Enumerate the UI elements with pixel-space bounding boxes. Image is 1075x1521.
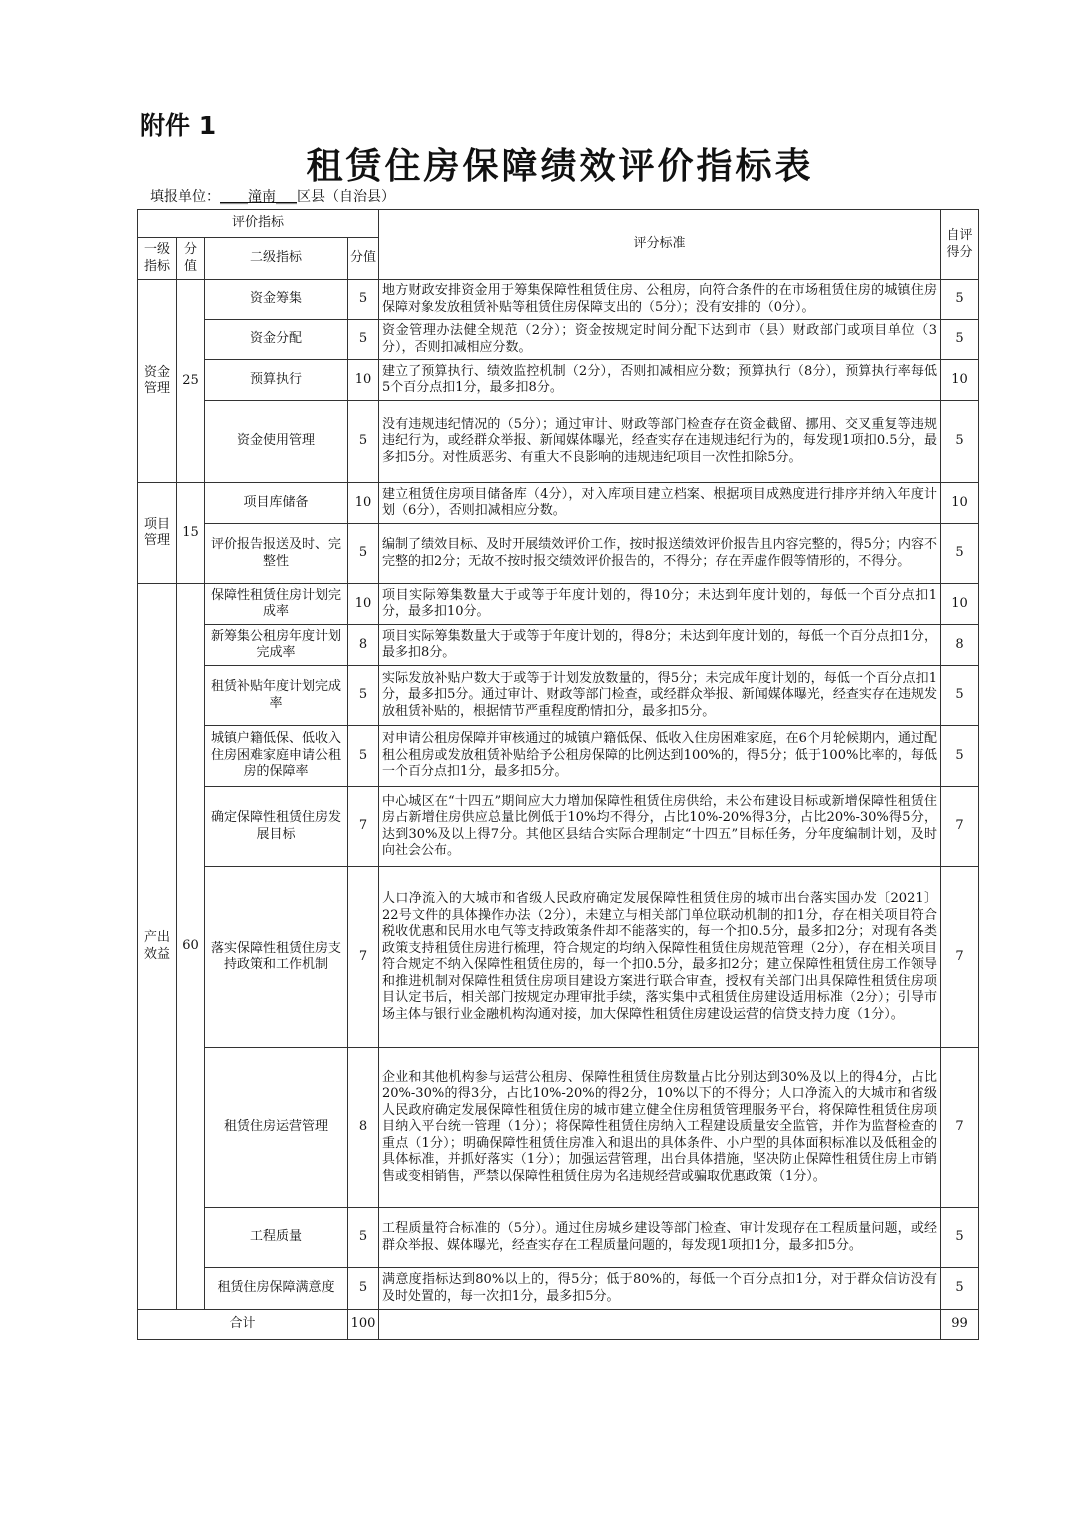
indicator-score: 8 [348,625,379,666]
unit-prefix: 填报单位： [150,189,220,205]
group-name: 项目管理 [138,483,177,584]
indicator-standard: 企业和其他机构参与运营公租房、保障性租赁住房数量占比分别达到30%及以上的得4分，占比20%-30%的得3分，占比10%-20%的得2分，10%以下的不得分；人口净流入的大城市和省级人民政府确定发展保障性租赁住房的城市建立健全住房租赁管理服务平台，将保障性租赁住房项目纳入平台统一管理（1分）；将保障性租赁住房纳入工程建设质量安全监管，并作为监督检查的重点（1分）；明确保障性租赁住房准入和退出的具体条件、小户型的具体面积标准以及低租金的具体标准，并抓好落实（1分）；加强运营管理，出台具体措施，坚决防止保障性租赁住房上市销售或变相销售，严禁以保障性租赁住房为名违规经营或骗取优惠政策（1分）。 [379,1048,941,1208]
indicator-name: 租赁住房保障满意度 [205,1268,348,1310]
indicator-name: 落实保障性租赁住房支持政策和工作机制 [205,867,348,1048]
table-row [138,1268,979,1310]
self-score: 10 [941,483,979,524]
indicator-standard: 项目实际筹集数量大于或等于年度计划的，得8分；未达到年度计划的，每低一个百分点扣1分，最多扣8分。 [379,625,941,666]
header-score-a: 分值 [177,238,205,280]
self-score: 10 [941,360,979,401]
table-row [138,280,979,320]
indicator-standard: 满意度指标达到80%以上的，得5分；低于80%的，每低一个百分点扣1分，对于群众信访没有及时处置的，每一次扣1分，最多扣5分。 [379,1268,941,1310]
indicator-name: 新筹集公租房年度计划完成率 [205,625,348,666]
indicator-name: 资金使用管理 [205,401,348,483]
indicator-standard: 没有违规违纪情况的（5分）；通过审计、财政等部门检查存在资金截留、挪用、交叉重复等违规违纪行为，或经群众举报、新闻媒体曝光，经查实存在违规违纪行为的，每发现1项扣0.5分，最多扣5分。对性质恶劣、有重大不良影响的违规违纪项目一次性扣除5分。 [379,401,941,483]
indicator-name: 城镇户籍低保、低收入住房困难家庭申请公租房的保障率 [205,726,348,787]
indicator-score: 7 [348,867,379,1048]
group-name: 资金管理 [138,280,177,483]
header-row-1 [138,210,979,238]
header-level2: 二级指标 [205,238,348,280]
total-standard-empty [379,1310,941,1340]
self-score: 7 [941,867,979,1048]
indicator-standard: 工程质量符合标准的（5分）。通过住房城乡建设等部门检查、审计发现存在工程质量问题，或经群众举报、媒体曝光，经查实存在工程质量问题的，每发现1项扣1分，最多扣5分。 [379,1208,941,1268]
table-row [138,1208,979,1268]
indicator-name: 资金分配 [205,320,348,360]
table-row [138,787,979,867]
indicator-name: 租赁住房运营管理 [205,1048,348,1208]
self-score: 5 [941,666,979,726]
header-level1: 一级指标 [138,238,177,280]
indicator-standard: 实际发放补贴户数大于或等于计划发放数量的，得5分；未完成年度计划的，每低一个百分点扣1分，最多扣5分。通过审计、财政等部门检查，或经群众举报、新闻媒体曝光，经查实存在违规发放租赁补贴的，根据情节严重程度酌情扣分，最多扣5分。 [379,666,941,726]
indicator-name: 保障性租赁住房计划完成率 [205,584,348,625]
self-score: 8 [941,625,979,666]
self-score: 7 [941,787,979,867]
table-row [138,666,979,726]
indicator-standard: 地方财政安排资金用于筹集保障性租赁住房、公租房，向符合条件的在市场租赁住房的城镇住房保障对象发放租赁补贴等租赁住房保障支出的（5分）；没有安排的（0分）。 [379,280,941,320]
table-row [138,584,979,625]
self-score: 5 [941,726,979,787]
indicator-name: 评价报告报送及时、完整性 [205,524,348,584]
total-score: 100 [348,1310,379,1340]
indicator-name: 工程质量 [205,1208,348,1268]
table-row [138,401,979,483]
indicator-standard: 建立租赁住房项目储备库（4分），对入库项目建立档案、根据项目成熟度进行排序并纳入年度计划（6分），否则扣减相应分数。 [379,483,941,524]
table-row [138,726,979,787]
self-score: 5 [941,401,979,483]
table-row [138,625,979,666]
attachment-label: 附件 1 [140,111,217,140]
table-row [138,1048,979,1208]
indicator-score: 10 [348,360,379,401]
table-row [138,867,979,1048]
indicator-table [137,209,979,1340]
indicator-name: 租赁补贴年度计划完成率 [205,666,348,726]
group-score: 25 [177,280,205,483]
total-self-score: 99 [941,1310,979,1340]
total-label: 合计 [138,1310,348,1340]
indicator-standard: 建立了预算执行、绩效监控机制（2分），否则扣减相应分数；预算执行（8分），预算执行率每低5个百分点扣1分，最多扣8分。 [379,360,941,401]
filing-unit [150,186,395,206]
indicator-score: 10 [348,483,379,524]
total-row [138,1310,979,1340]
indicator-standard: 项目实际筹集数量大于或等于年度计划的，得10分；未达到年度计划的，每低一个百分点扣1分，最多扣10分。 [379,584,941,625]
indicator-score: 8 [348,1048,379,1208]
indicator-score: 10 [348,584,379,625]
header-indicator: 评价指标 [138,210,379,238]
indicator-score: 5 [348,524,379,584]
group-name: 产出效益 [138,584,177,1310]
self-score: 5 [941,1208,979,1268]
table-row [138,320,979,360]
group-score: 60 [177,584,205,1310]
indicator-score: 5 [348,1208,379,1268]
table-row [138,360,979,401]
indicator-standard: 人口净流入的大城市和省级人民政府确定发展保障性租赁住房的城市出台落实国办发〔2021〕22号文件的具体操作办法（2分），未建立与相关部门单位联动机制的扣1分，存在相关项目符合税收优惠和民用水电气等支持政策条件却不能落实的，每一个扣0.5分，最多扣2分；对现有各类政策支持租赁住房进行梳理，符合规定的均纳入保障性租赁住房规范管理（2分），存在相关项目符合规定不纳入保障性租赁住房的，每一个扣0.5分，最多扣2分；建立保障性租赁住房工作领导和推进机制对保障性租赁住房项目建设方案进行联合审查，授权有关部门出具保障性租赁住房项目认定书后，相关部门按规定办理审批手续，落实集中式租赁住房建设适用标准（2分）；引导市场主体与银行业金融机构沟通对接，加大保障性租赁住房建设运营的信贷支持力度（1分）。 [379,867,941,1048]
self-score: 5 [941,280,979,320]
indicator-name: 资金筹集 [205,280,348,320]
table-row [138,524,979,584]
indicator-score: 7 [348,787,379,867]
indicator-score: 5 [348,726,379,787]
indicator-score: 5 [348,1268,379,1310]
header-standard: 评分标准 [379,210,941,280]
indicator-score: 5 [348,666,379,726]
indicator-name: 预算执行 [205,360,348,401]
header-self-score: 自评得分 [941,210,979,280]
indicator-standard: 编制了绩效目标、及时开展绩效评价工作，按时报送绩效评价报告且内容完整的，得5分；内容不完整的扣2分；无故不按时报交绩效评价报告的，不得分；存在弄虚作假等情形的，不得分。 [379,524,941,584]
group-score: 15 [177,483,205,584]
indicator-score: 5 [348,280,379,320]
indicator-standard: 资金管理办法健全规范（2分）；资金按规定时间分配下达到市（县）财政部门或项目单位（3分），否则扣减相应分数。 [379,320,941,360]
indicator-name: 确定保障性租赁住房发展目标 [205,787,348,867]
indicator-name: 项目库储备 [205,483,348,524]
self-score: 5 [941,524,979,584]
page-title: 租赁住房保障绩效评价指标表 [306,145,814,187]
indicator-standard: 对申请公租房保障并审核通过的城镇户籍低保、低收入住房困难家庭，在6个月轮候期内，通过配租公租房或发放租赁补贴给予公租房保障的比例达到100%的，得5分；低于100%比率的，每低一个百分点扣1分，最多扣5分。 [379,726,941,787]
indicator-standard: 中心城区在“十四五”期间应大力增加保障性租赁住房供给，未公布建设目标或新增保障性租赁住房占新增住房供应总量比例低于10%均不得分，占比10%-20%得3分，占比20%-30%得5分，达到30%及以上得7分。其他区县结合实际合理制定“十四五”目标任务，分年度编制计划，及时向社会公布。 [379,787,941,867]
self-score: 5 [941,1268,979,1310]
self-score: 5 [941,320,979,360]
self-score: 7 [941,1048,979,1208]
indicator-score: 5 [348,401,379,483]
unit-suffix: 区县（自治县） [297,189,395,205]
self-score: 10 [941,584,979,625]
indicator-score: 5 [348,320,379,360]
unit-value: ____潼南___ [220,189,297,205]
table-row [138,483,979,524]
header-score-b: 分值 [348,238,379,280]
